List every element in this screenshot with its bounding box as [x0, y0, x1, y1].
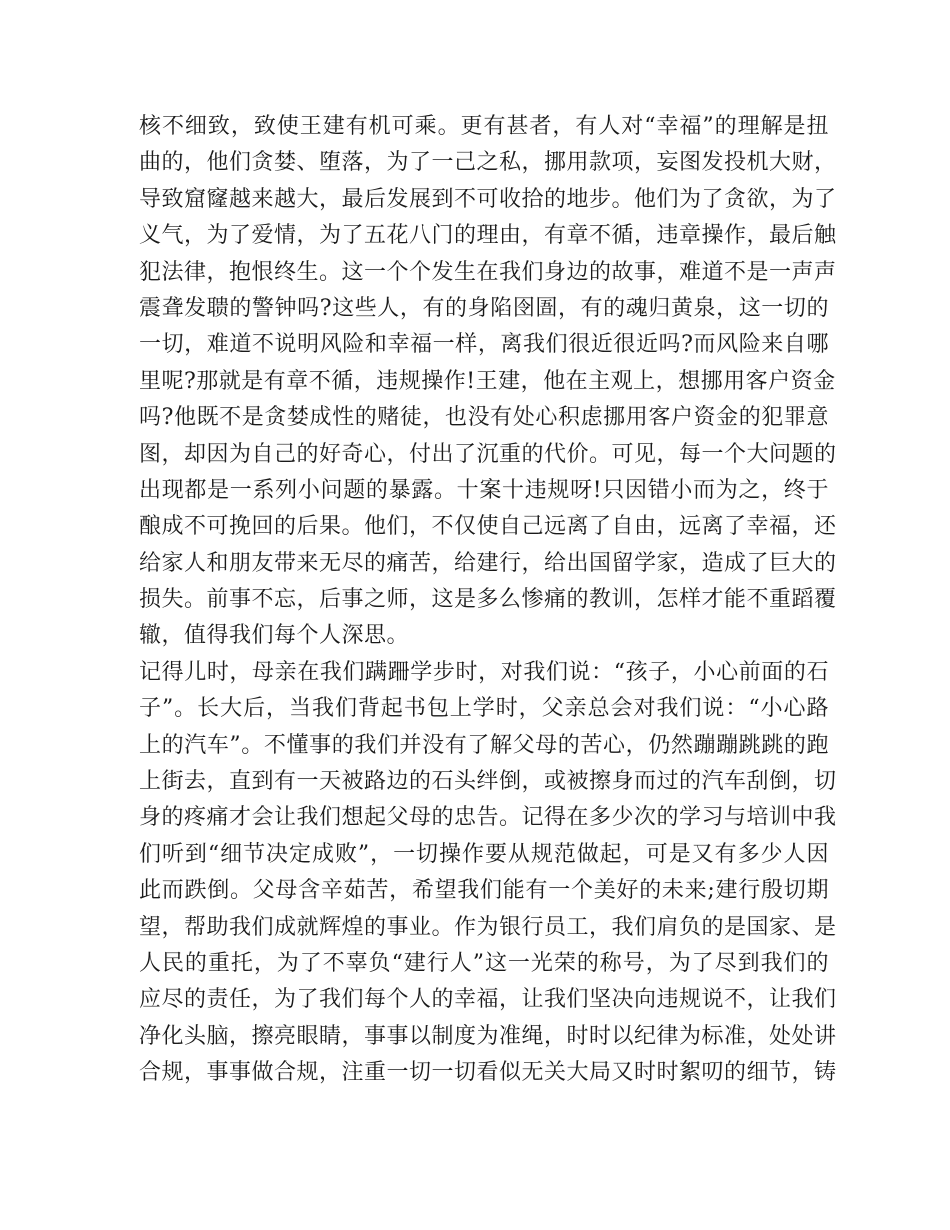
- text-line: 酿成不可挽回的后果。他们，不仅使自己远离了自由，远离了幸福，还: [139, 514, 837, 540]
- text-line: 身的疼痛才会让我们想起父母的忠告。记得在多少次的学习与培训中我: [139, 805, 837, 831]
- text-line: 出现都是一系列小问题的暴露。十案十违规呀!只因错小而为之，终于: [139, 477, 829, 503]
- text-line: 震聋发聩的警钟吗?这些人，有的身陷囹圄，有的魂归黄泉，这一切的: [139, 295, 829, 321]
- paragraph-2: [139, 655, 837, 1092]
- body-text: [139, 109, 837, 1092]
- text-line: 犯法律，抱恨终生。这一个个发生在我们身边的故事，难道不是一声声: [139, 259, 837, 285]
- text-line: 合规，事事做合规，注重一切一切看似无关大局又时时絮叨的细节，铸: [139, 1060, 837, 1086]
- text-line: 此而跌倒。父母含辛茹苦，希望我们能有一个美好的未来;建行殷切期: [139, 878, 829, 904]
- text-line: 损失。前事不忘，后事之师，这是多么惨痛的教训，怎样才能不重蹈覆: [139, 587, 837, 613]
- text-line: 吗?他既不是贪婪成性的赌徒，也没有处心积虑挪用客户资金的犯罪意: [139, 405, 829, 431]
- text-line: 上街去，直到有一天被路边的石头绊倒，或被擦身而过的汽车刮倒，切: [139, 769, 837, 795]
- text-line: 给家人和朋友带来无尽的痛苦，给建行，给出国留学家，造成了巨大的: [139, 550, 837, 576]
- text-line: 一切，难道不说明风险和幸福一样，离我们很近很近吗?而风险来自哪: [139, 332, 829, 358]
- text-line: 义气，为了爱情，为了五花八门的理由，有章不循，违章操作，最后触: [139, 223, 837, 249]
- paragraph-1: [139, 109, 837, 655]
- text-line: 曲的，他们贪婪、堕落，为了一己之私，挪用款项，妄图发投机大财，: [139, 150, 837, 176]
- text-line: 导致窟窿越来越大，最后发展到不可收拾的地步。他们为了贪欲，为了: [139, 186, 837, 212]
- text-line: 核不细致，致使王建有机可乘。更有甚者，有人对“幸福”的理解是扭: [139, 114, 829, 139]
- text-line: 们听到“细节决定成败”，一切操作要从规范做起，可是又有多少人因: [139, 841, 829, 867]
- text-line: 净化头脑，擦亮眼睛，事事以制度为准绳，时时以纪律为标准，处处讲: [139, 1023, 837, 1049]
- text-line: 应尽的责任，为了我们每个人的幸福，让我们坚决向违规说不，让我们: [139, 987, 837, 1013]
- text-line: 记得儿时，母亲在我们蹒跚学步时，对我们说：“孩子，小心前面的石: [139, 659, 829, 685]
- text-line: 上的汽车”。不懂事的我们并没有了解父母的苦心，仍然蹦蹦跳跳的跑: [139, 732, 829, 758]
- text-line: 里呢?那就是有章不循，违规操作!王建，他在主观上，想挪用客户资金: [139, 368, 836, 394]
- text-line: 辙，值得我们每个人深思。: [139, 623, 410, 649]
- text-line: 望，帮助我们成就辉煌的事业。作为银行员工，我们肩负的是国家、是: [139, 914, 837, 940]
- text-line: 图，却因为自己的好奇心，付出了沉重的代价。可见，每一个大问题的: [139, 441, 837, 467]
- text-line: 子”。长大后，当我们背起书包上学时，父亲总会对我们说：“小心路: [139, 696, 829, 722]
- text-line: 人民的重托，为了不辜负“建行人”这一光荣的称号，为了尽到我们的: [139, 950, 829, 976]
